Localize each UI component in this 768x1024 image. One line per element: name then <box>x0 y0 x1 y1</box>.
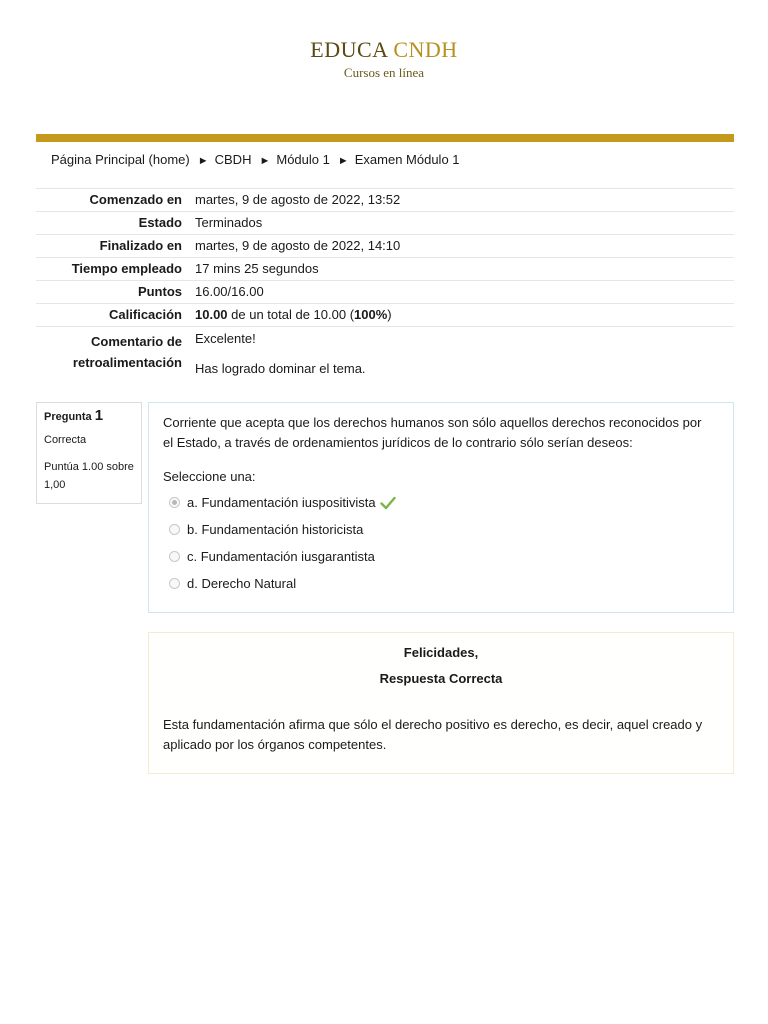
overall-feedback-line2: Has logrado dominar el tema. <box>195 361 366 376</box>
answer-options <box>163 489 719 597</box>
question-number-value: 1 <box>94 407 104 424</box>
logo-subtitle: Cursos en línea <box>343 65 425 80</box>
summary-value: 17 mins 25 segundos <box>195 258 734 281</box>
grade-end-text: ) <box>387 307 392 322</box>
answer-label: d. Derecho Natural <box>187 576 297 591</box>
summary-value: martes, 9 de agosto de 2022, 14:10 <box>195 235 734 258</box>
breadcrumb-quiz[interactable]: Examen Módulo 1 <box>354 152 460 167</box>
answer-option-b[interactable] <box>163 516 719 543</box>
summary-row-feedback <box>36 327 734 382</box>
summary-label: Estado <box>36 212 195 235</box>
summary-row-started <box>36 189 734 212</box>
summary-label <box>36 327 195 382</box>
breadcrumb-separator-icon: ► <box>259 155 271 167</box>
feedback-body: Esta fundamentación afirma que sólo el derecho positivo es derecho, es decir, aquel creado y aplicado por los órganos competentes. <box>163 717 703 752</box>
feedback-label-line2: retroalimentación <box>72 355 182 370</box>
breadcrumb <box>51 152 460 169</box>
answer-option-d[interactable] <box>163 570 719 597</box>
answer-feedback-box <box>148 632 734 774</box>
answer-option-c[interactable] <box>163 543 719 570</box>
breadcrumb-separator-icon: ► <box>337 155 349 167</box>
logo-title <box>0 36 768 64</box>
summary-value: Terminados <box>195 212 734 235</box>
summary-label: Calificación <box>36 304 195 327</box>
radio-button[interactable] <box>169 551 180 562</box>
question-content <box>148 402 734 613</box>
summary-row-time-taken <box>36 258 734 281</box>
summary-value: 16.00/16.00 <box>195 281 734 304</box>
feedback-subtitle: Respuesta Correcta <box>379 671 503 686</box>
radio-button[interactable] <box>169 524 180 535</box>
summary-value <box>195 327 734 382</box>
question-info-box <box>36 402 142 504</box>
header-divider-bar <box>36 134 734 142</box>
answer-label: a. Fundamentación iuspositivista <box>187 495 376 510</box>
radio-button-selected[interactable] <box>169 497 180 508</box>
feedback-title: Felicidades, <box>403 645 479 660</box>
question-label: Pregunta <box>44 411 92 423</box>
grade-middle-text: de un total de 10.00 ( <box>227 307 355 322</box>
quiz-summary-table <box>36 188 734 381</box>
answer-option-a[interactable] <box>163 489 719 516</box>
question-grade: Puntúa 1.00 sobre 1,00 <box>44 461 134 491</box>
breadcrumb-course[interactable]: CBDH <box>214 152 252 167</box>
summary-label: Comenzado en <box>36 189 195 212</box>
summary-label: Finalizado en <box>36 235 195 258</box>
summary-label: Puntos <box>36 281 195 304</box>
summary-label: Tiempo empleado <box>36 258 195 281</box>
question-state: Correcta <box>44 434 87 446</box>
radio-button[interactable] <box>169 578 180 589</box>
answer-label: b. Fundamentación historicista <box>187 522 364 537</box>
summary-value <box>195 304 734 327</box>
summary-row-grade <box>36 304 734 327</box>
summary-row-state <box>36 212 734 235</box>
question-number <box>44 409 134 424</box>
summary-row-finished <box>36 235 734 258</box>
overall-feedback-line1: Excelente! <box>195 331 256 346</box>
grade-percent: 100% <box>354 307 388 322</box>
logo-title-cndh: CNDH <box>393 37 458 62</box>
summary-row-points <box>36 281 734 304</box>
answer-prompt: Seleccione una: <box>163 469 256 484</box>
breadcrumb-separator-icon: ► <box>197 155 209 167</box>
logo-title-educa: EDUCA <box>310 37 388 62</box>
feedback-label-line1: Comentario de <box>90 334 182 349</box>
grade-score: 10.00 <box>195 307 228 322</box>
breadcrumb-home[interactable]: Página Principal (home) <box>51 152 190 167</box>
summary-value: martes, 9 de agosto de 2022, 13:52 <box>195 189 734 212</box>
question-text: Corriente que acepta que los derechos humanos son sólo aquellos derechos reconocidos por el Estado, a través de ordenamientos jurídicos de lo contrario sólo serían deseos: <box>163 415 702 450</box>
checkmark-icon <box>380 496 396 510</box>
site-logo[interactable] <box>0 36 768 81</box>
answer-label: c. Fundamentación iusgarantista <box>187 549 375 564</box>
breadcrumb-module[interactable]: Módulo 1 <box>276 152 330 167</box>
